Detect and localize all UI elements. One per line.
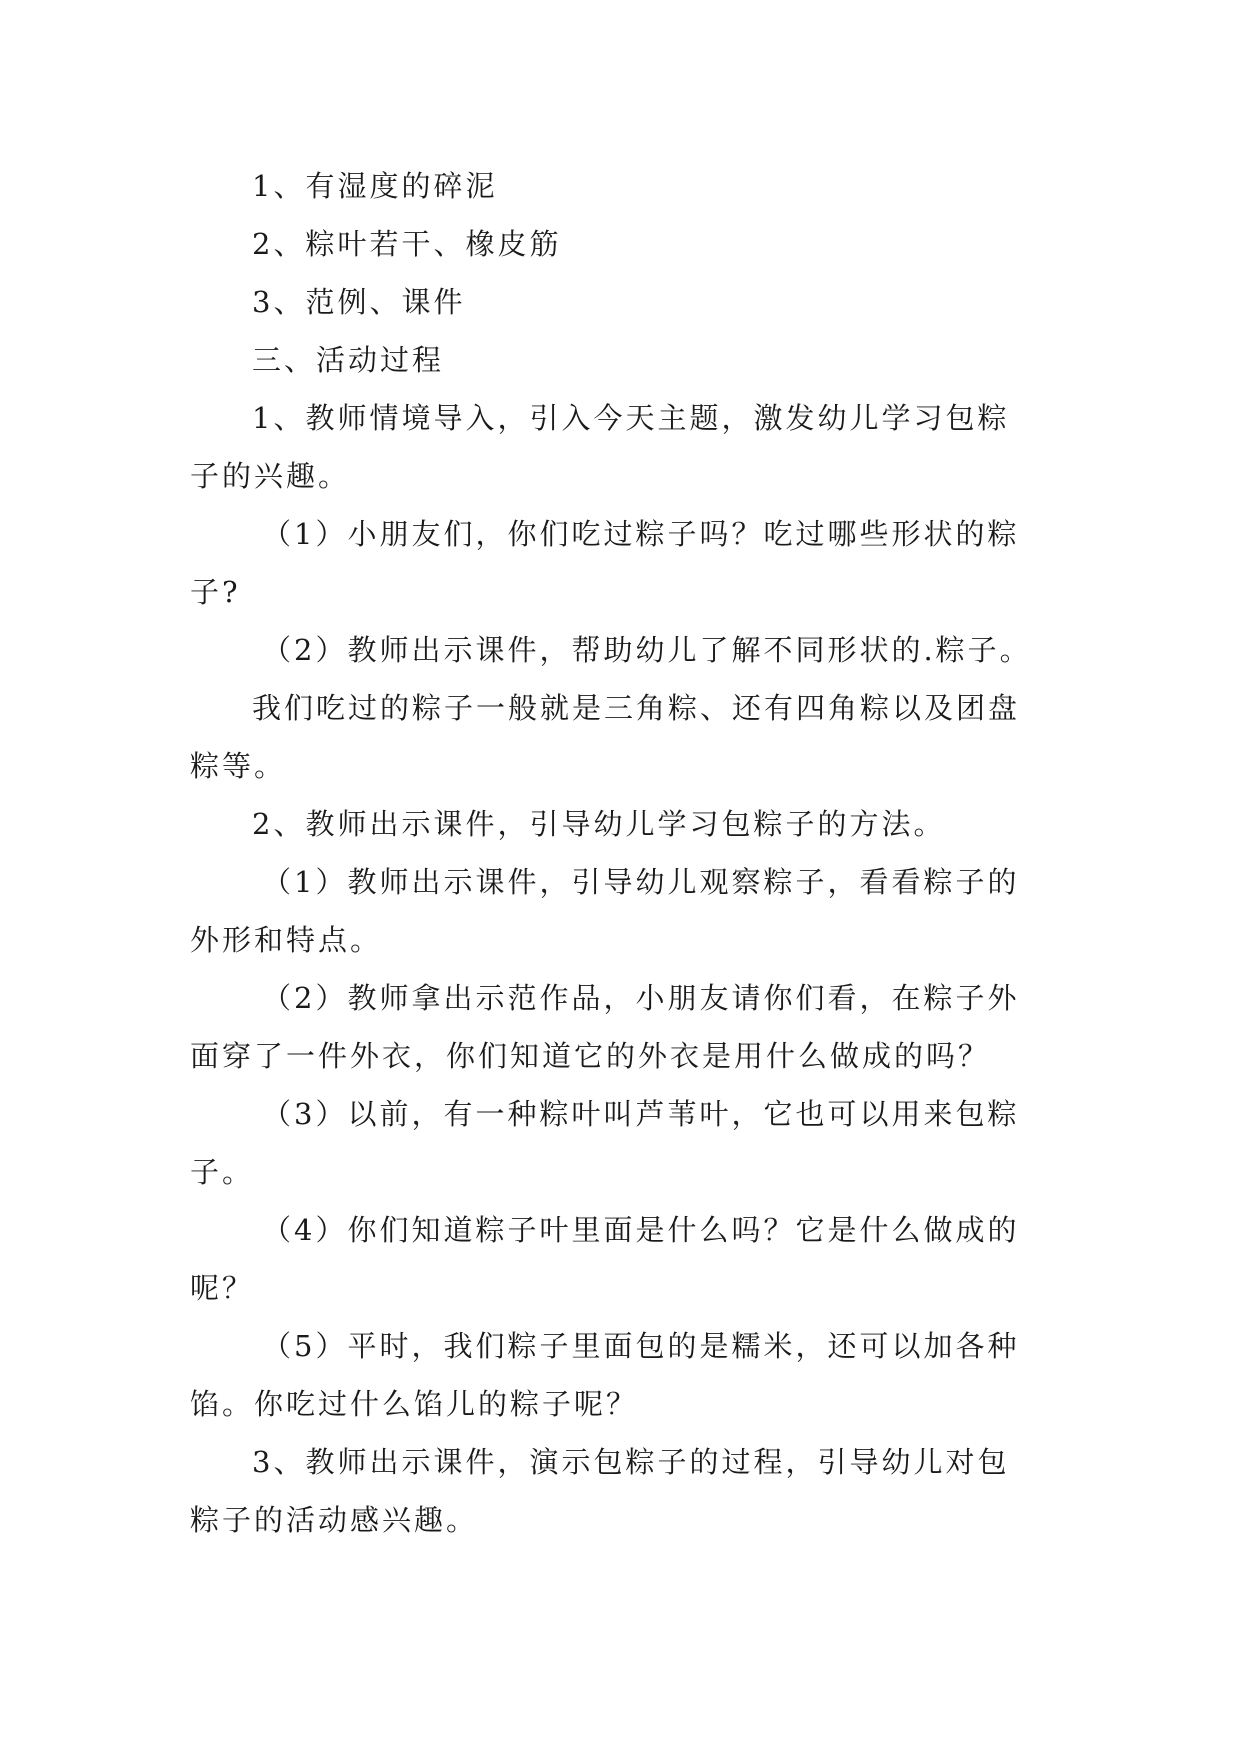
paragraph-line: （1）教师出示课件，引导幼儿观察粽子，看看粽子的	[262, 865, 1020, 899]
paragraph-line: （4）你们知道粽子叶里面是什么吗？它是什么做成的	[262, 1213, 1020, 1247]
paragraph-line: （2）教师出示课件，帮助幼儿了解不同形状的.粽子。	[262, 633, 1032, 667]
paragraph-line: 子?	[190, 575, 241, 609]
paragraph-line: 3、教师出示课件，演示包粽子的过程，引导幼儿对包	[252, 1445, 1010, 1479]
paragraph-line: 面穿了一件外衣，你们知道它的外衣是用什么做成的吗？	[190, 1039, 991, 1073]
material-item-3: 3、范例、课件	[252, 285, 466, 319]
paragraph-line: 子的兴趣。	[190, 459, 351, 493]
paragraph-line: 2、教师出示课件，引导幼儿学习包粽子的方法。	[252, 807, 946, 841]
paragraph-line: 子。	[190, 1155, 255, 1189]
paragraph-line: （1）小朋友们，你们吃过粽子吗？吃过哪些形状的粽	[262, 517, 1020, 551]
material-item-1: 1、有湿度的碎泥	[252, 169, 498, 203]
paragraph-line: 我们吃过的粽子一般就是三角粽、还有四角粽以及团盘	[252, 691, 1021, 725]
paragraph-line: （5）平时，我们粽子里面包的是糯米，还可以加各种	[262, 1329, 1020, 1363]
paragraph-line: 馅。你吃过什么馅儿的粽子呢？	[190, 1387, 639, 1421]
paragraph-line: 1、教师情境导入，引入今天主题，激发幼儿学习包粽	[252, 401, 1010, 435]
paragraph-line: 外形和特点。	[190, 923, 383, 957]
paragraph-line: 粽子的活动感兴趣。	[190, 1503, 479, 1537]
paragraph-line: （3）以前，有一种粽叶叫芦苇叶，它也可以用来包粽	[262, 1097, 1020, 1131]
paragraph-line: 粽等。	[190, 749, 287, 783]
material-item-2: 2、粽叶若干、橡皮筋	[252, 227, 562, 261]
paragraph-line: 呢？	[190, 1271, 255, 1305]
section-heading: 三、活动过程	[252, 343, 445, 377]
paragraph-line: （2）教师拿出示范作品，小朋友请你们看，在粽子外	[262, 981, 1020, 1015]
